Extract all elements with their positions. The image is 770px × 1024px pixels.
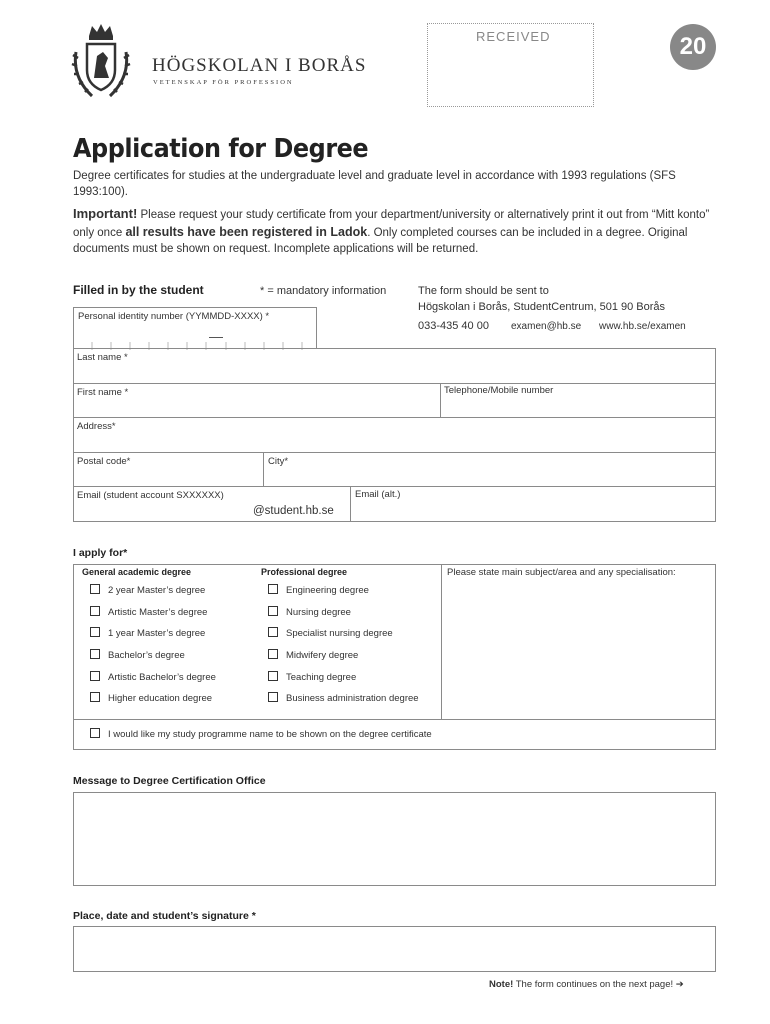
checkbox-general-degree[interactable] [90,671,216,683]
divider [350,486,351,522]
professional-degree-heading: Professional degree [261,567,348,577]
important-notice [73,206,718,258]
send-to-line-2: Högskolan i Borås, StudentCentrum, 501 90 Borås [418,301,666,313]
option-label: Business administration degree [286,693,419,704]
contact-phone: 033-435 40 00 [418,320,489,332]
last-name-field[interactable]: Last name * [77,352,128,363]
checkbox-icon[interactable] [90,606,100,616]
checkbox-icon[interactable] [90,728,100,738]
checkbox-icon[interactable] [268,606,278,616]
option-label: 1 year Master’s degree [108,628,206,639]
checkbox-professional-degree[interactable] [268,692,419,704]
general-degree-heading: General academic degree [82,567,192,577]
form-number: 20 [679,33,707,60]
checkbox-icon[interactable] [268,692,278,702]
signature-heading: Place, date and student’s signature * [73,910,256,922]
subject-area-field[interactable]: Please state main subject/area and any specialisation: [447,567,676,578]
important-bold: all results have been registered in Ladok [125,224,368,239]
message-field[interactable] [73,792,716,886]
footer-note [489,979,684,990]
important-text-1: Please request your study certificate from your department/university or alternatively print it out from “Mitt konto” only once [73,209,710,239]
received-stamp-box [427,23,594,107]
important-text-2: . Only completed courses can be included in a degree. Original documents must be shown on request. Incomplete applications will be returned. [73,226,688,255]
option-label: I would like my study programme name to be shown on the degree certificate [108,729,432,740]
checkbox-general-degree[interactable] [90,584,205,596]
personal-id-field[interactable] [73,307,317,349]
crest-icon [70,22,132,102]
checkbox-professional-degree[interactable] [268,627,393,639]
checkbox-icon[interactable] [268,671,278,681]
option-label: Artistic Master’s degree [108,607,208,618]
checkbox-icon[interactable] [90,692,100,702]
checkbox-icon[interactable] [268,584,278,594]
option-label: Specialist nursing degree [286,628,393,639]
option-label: Artistic Bachelor’s degree [108,672,216,683]
checkbox-icon[interactable] [90,627,100,637]
postal-code-field[interactable]: Postal code* [77,456,131,467]
option-label: Bachelor’s degree [108,650,185,661]
send-to-line-1: The form should be sent to [418,285,549,297]
checkbox-professional-degree[interactable] [268,649,358,661]
apply-heading: I apply for* [73,547,128,559]
divider [440,383,441,417]
divider [73,719,716,720]
university-logo [70,22,132,102]
checkbox-icon[interactable] [90,649,100,659]
note-bold: Note! [489,979,514,990]
checkbox-general-degree[interactable] [90,606,207,618]
email-suffix: @student.hb.se [253,505,334,517]
message-heading: Message to Degree Certification Office [73,775,266,787]
student-section-heading: Filled in by the student [73,283,204,297]
divider [73,383,716,384]
checkbox-professional-degree[interactable] [268,671,356,683]
divider [441,564,442,719]
option-label: Engineering degree [286,585,369,596]
divider [73,452,716,453]
intro-text: Degree certificates for studies at the undergraduate level and graduate level in accordance with 1993 regulations (SFS 1993:100). [73,170,676,198]
divider [263,452,264,486]
option-label: 2 year Master’s degree [108,585,206,596]
contact-web: www.hb.se/examen [599,321,686,332]
note-text: The form continues on the next page! ➔ [513,979,684,990]
option-label: Nursing degree [286,607,351,618]
personal-id-label: Personal identity number (YYMMDD-XXXX) * [78,311,270,322]
divider [73,486,716,487]
city-field[interactable]: City* [268,456,289,467]
checkbox-professional-degree[interactable] [268,584,369,596]
checkbox-programme-name[interactable] [90,728,432,740]
option-label: Teaching degree [286,672,357,683]
checkbox-icon[interactable] [268,627,278,637]
checkbox-icon[interactable] [268,649,278,659]
option-label: Midwifery degree [286,650,359,661]
form-number-badge [670,24,716,70]
checkbox-icon[interactable] [90,671,100,681]
option-label: Higher education degree [108,693,213,704]
checkbox-general-degree[interactable] [90,692,212,704]
checkbox-professional-degree[interactable] [268,606,351,618]
signature-field[interactable] [73,926,716,972]
personal-id-dash [209,337,223,338]
mandatory-note: * = mandatory information [260,285,387,297]
received-label: RECEIVED [476,29,551,44]
checkbox-general-degree[interactable] [90,649,185,661]
first-name-field[interactable]: First name * [77,387,129,398]
checkbox-general-degree[interactable] [90,627,205,639]
email-field[interactable]: Email (student account SXXXXXX) [77,490,224,501]
university-tagline: VETENSKAP FÖR PROFESSION [153,79,294,86]
contact-email: examen@hb.se [511,321,582,332]
checkbox-icon[interactable] [90,584,100,594]
telephone-field[interactable]: Telephone/Mobile number [444,385,554,396]
page-title: Application for Degree [73,134,369,164]
divider [73,417,716,418]
address-field[interactable]: Address* [77,421,116,432]
important-lead: Important! [73,206,138,221]
email-alt-field[interactable]: Email (alt.) [355,489,401,500]
university-name: HÖGSKOLAN I BORÅS [152,55,367,76]
